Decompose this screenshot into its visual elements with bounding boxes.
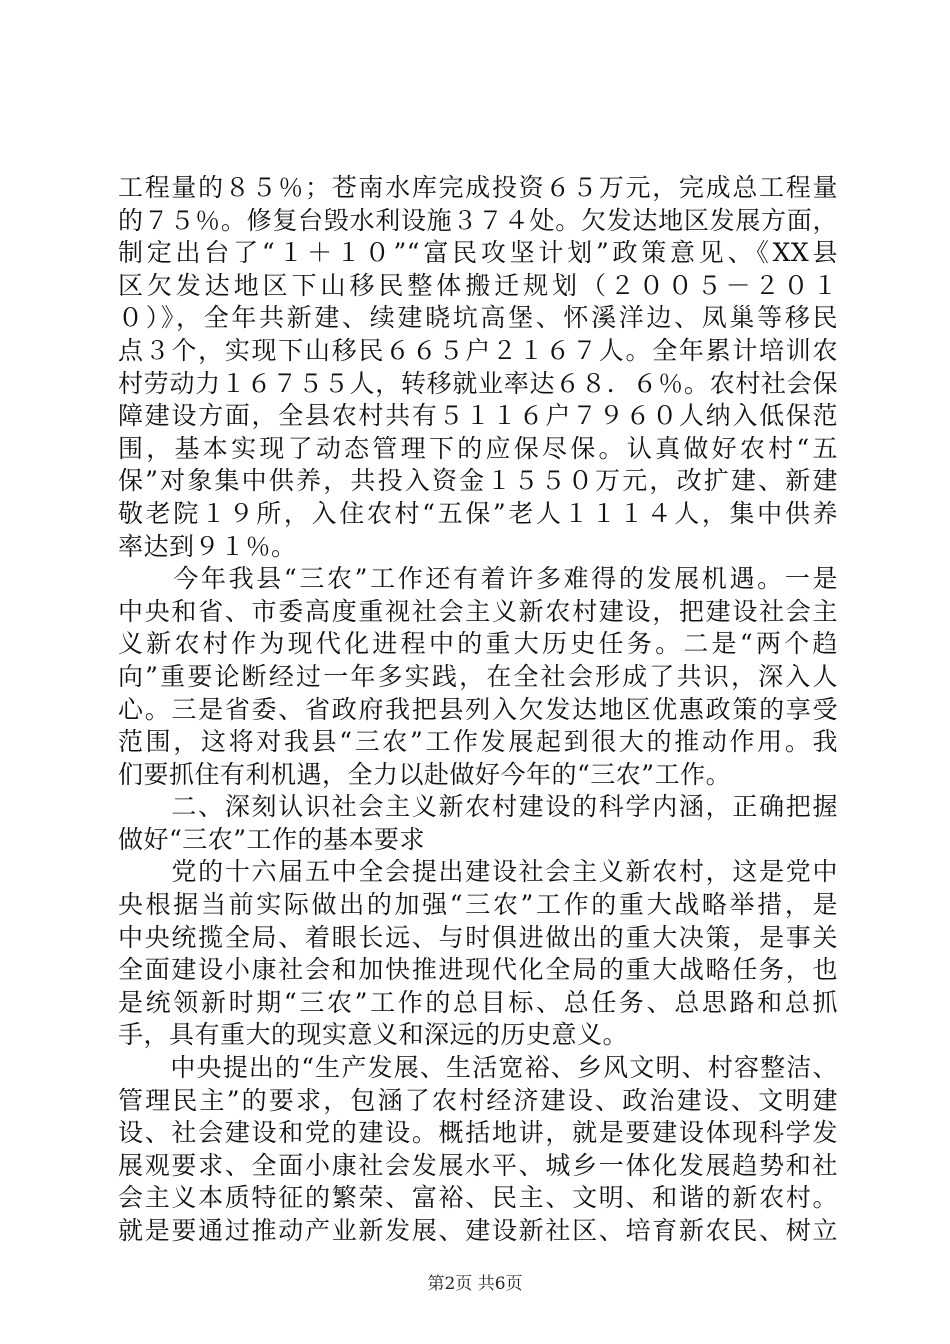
text-line: 手，具有重大的现实意义和深远的历史意义。 bbox=[118, 1020, 629, 1050]
text-line: 管理民主”的要求，包涵了农村经济建设、政治建设、文明建 bbox=[118, 1085, 838, 1115]
text-line: 区欠发达地区下山移民整体搬迁规划（２００５－２０１ bbox=[118, 270, 838, 300]
text-line: 展观要求、全面小康社会发展水平、城乡一体化发展趋势和社 bbox=[118, 1150, 838, 1180]
text-line: 中央提出的“生产发展、生活宽裕、乡风文明、村容整洁、 bbox=[118, 1053, 838, 1083]
text-line: 中央和省、市委高度重视社会主义新农村建设，把建设社会主 bbox=[118, 596, 838, 626]
section-heading-line: 二、深刻认识社会主义新农村建设的科学内涵，正确把握 bbox=[118, 792, 838, 822]
text-line: 工程量的８５％；苍南水库完成投资６５万元，完成总工程量 bbox=[118, 173, 838, 202]
text-line: 保”对象集中供养，共投入资金１５５０万元，改扩建、新建 bbox=[118, 466, 838, 496]
text-line: 央根据当前实际做出的加强“三农”工作的重大战略举措，是 bbox=[118, 890, 838, 920]
text-line: 们要抓住有利机遇，全力以赴做好今年的“三农”工作。 bbox=[118, 759, 732, 789]
text-line: 全面建设小康社会和加快推进现代化全局的重大战略任务，也 bbox=[118, 955, 838, 985]
text-line: 党的十六届五中全会提出建设社会主义新农村，这是党中 bbox=[118, 857, 838, 887]
text-line: 中央统揽全局、着眼长远、与时俱进做出的重大决策，是事关 bbox=[118, 922, 838, 952]
text-line: 就是要通过推动产业新发展、建设新社区、培育新农民、树立 bbox=[118, 1216, 838, 1245]
text-line: 的７５％。修复台毁水利设施３７４处。欠发达地区发展方面， bbox=[118, 205, 838, 235]
text-line: 向”重要论断经过一年多实践，在全社会形成了共识，深入人 bbox=[118, 661, 838, 691]
text-line: 点３个，实现下山移民６６５户２１６７人。全年累计培训农 bbox=[118, 335, 838, 365]
text-line: 今年我县“三农”工作还有着许多难得的发展机遇。一是 bbox=[118, 564, 838, 594]
text-line: ０）》，全年共新建、续建晓坑高堡、怀溪洋边、凤巢等移民 bbox=[118, 303, 838, 333]
text-line: 制定出台了“１＋１０”“富民攻坚计划”政策意见、《XX县 bbox=[118, 238, 838, 268]
text-line: 义新农村作为现代化进程中的重大历史任务。二是“两个趋 bbox=[118, 629, 838, 659]
text-line: 围，基本实现了动态管理下的应保尽保。认真做好农村“五 bbox=[118, 433, 838, 463]
text-line: 敬老院１９所，入住农村“五保”老人１１１４人，集中供养 bbox=[118, 498, 838, 528]
text-line: 设、社会建设和党的建设。概括地讲，就是要建设体现科学发 bbox=[118, 1118, 838, 1148]
page-number-footer: 第2页 共6页 bbox=[427, 1274, 523, 1294]
body-text bbox=[118, 172, 838, 1248]
text-line: 范围，这将对我县“三农”工作发展起到很大的推动作用。我 bbox=[118, 727, 838, 757]
text-line: 率达到９１％。 bbox=[118, 531, 297, 561]
text-line: 心。三是省委、省政府我把县列入欠发达地区优惠政策的享受 bbox=[118, 694, 838, 724]
text-line: 是统领新时期“三农”工作的总目标、总任务、总思路和总抓 bbox=[118, 987, 838, 1017]
section-heading-line: 做好“三农”工作的基本要求 bbox=[118, 824, 426, 854]
text-line: 障建设方面，全县农村共有５１１６户７９６０人纳入低保范 bbox=[118, 401, 838, 431]
text-line: 会主义本质特征的繁荣、富裕、民主、文明、和谐的新农村。 bbox=[118, 1183, 838, 1213]
text-line: 村劳动力１６７５５人，转移就业率达６８．６％。农村社会保 bbox=[118, 368, 838, 398]
